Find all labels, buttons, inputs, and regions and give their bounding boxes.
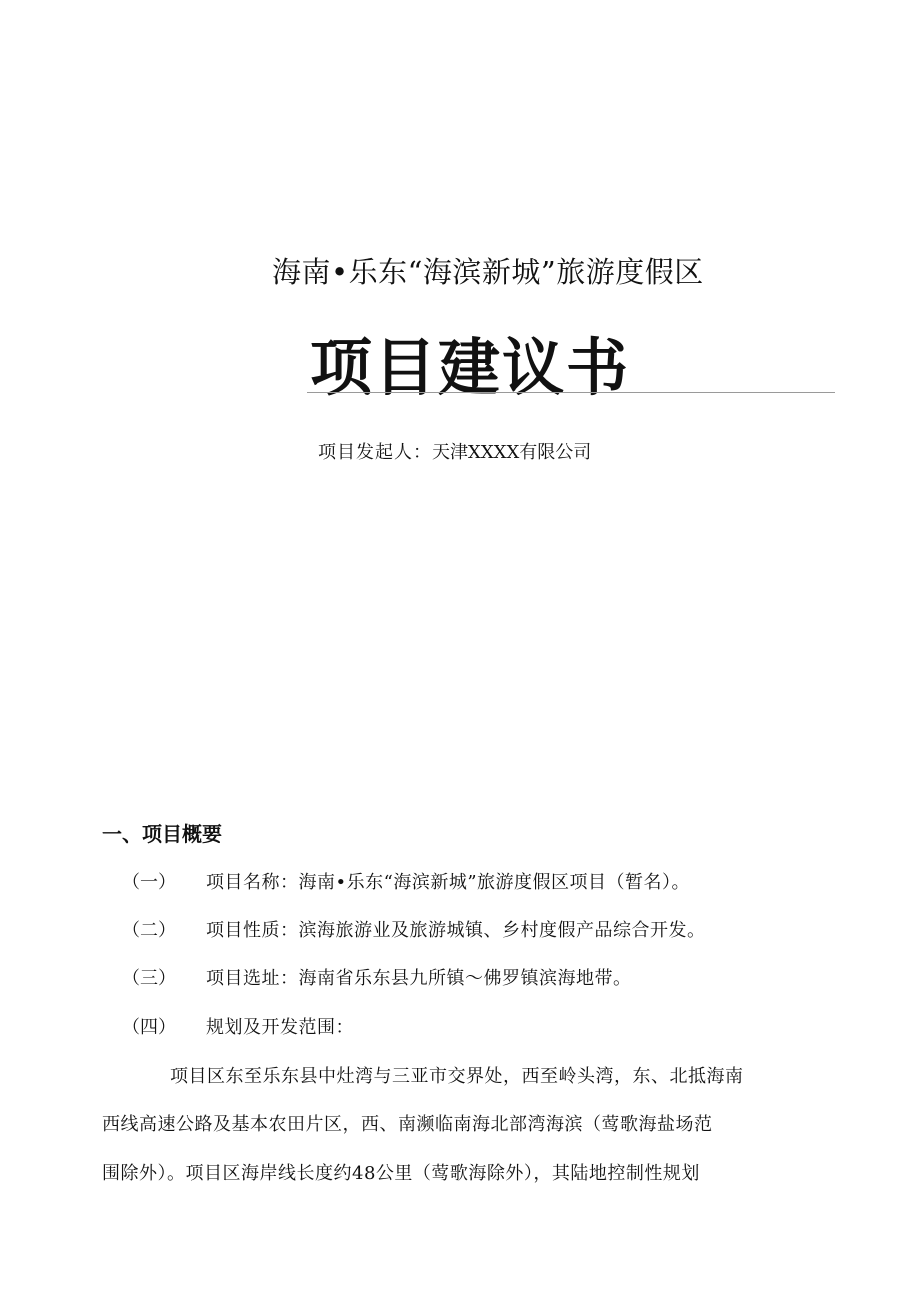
title-underline (307, 392, 835, 393)
item-text: 项目名称：海南•乐东“海滨新城”旅游度假区项目（暂名）。 (206, 872, 691, 893)
scope-paragraph-line: 项目区东至乐东县中灶湾与三亚市交界处，西至岭头湾，东、北抵海南 (170, 1066, 744, 1087)
item-text: 项目性质：滨海旅游业及旅游城镇、乡村度假产品综合开发。 (206, 920, 706, 941)
overview-item-name (122, 868, 690, 894)
overview-item-nature (122, 916, 706, 942)
overview-item-scope (122, 1013, 354, 1039)
project-initiator (318, 438, 591, 464)
scope-paragraph-line: 西线高速公路及基本农田片区，西、南濒临南海北部湾海滨（莺歌海盐场范 (102, 1114, 713, 1135)
section-heading-overview: 一、项目概要 (102, 822, 222, 846)
item-text: 规划及开发范围： (206, 1017, 354, 1038)
item-text: 项目选址：海南省乐东县九所镇～佛罗镇滨海地带。 (206, 968, 632, 989)
item-number: （二） (122, 920, 176, 941)
item-number: （三） (122, 968, 176, 989)
document-title: 项目建议书 (310, 331, 631, 404)
item-number: （一） (122, 872, 176, 893)
scope-paragraph-line: 围除外）。项目区海岸线长度约48公里（莺歌海除外），其陆地控制性规划 (102, 1163, 700, 1184)
initiator-label: 项目发起人： (318, 442, 432, 463)
item-number: （四） (122, 1017, 176, 1038)
cover-subtitle: 海南•乐东“海滨新城”旅游度假区 (272, 255, 704, 289)
overview-item-location (122, 964, 632, 990)
initiator-value: 天津XXXX有限公司 (432, 442, 592, 463)
